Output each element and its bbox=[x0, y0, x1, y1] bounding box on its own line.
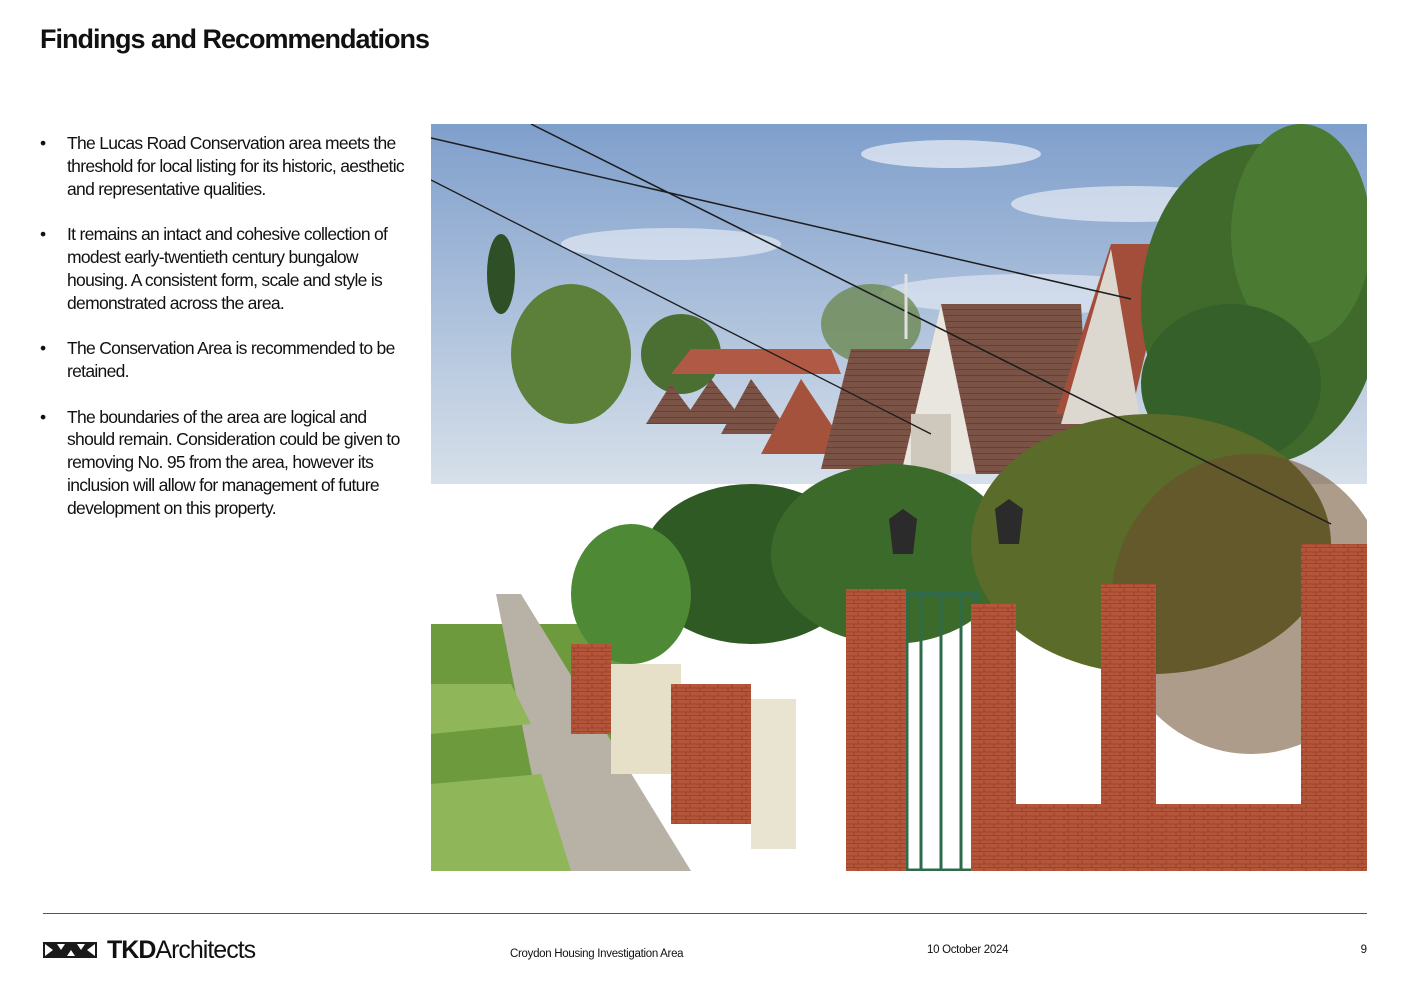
logo-light: Architects bbox=[155, 935, 256, 964]
findings-list bbox=[40, 132, 408, 542]
finding-item bbox=[40, 223, 408, 314]
streetscape-illustration bbox=[431, 124, 1367, 871]
logo-bold: TKD bbox=[107, 935, 156, 964]
bullet-icon: • bbox=[40, 406, 46, 427]
finding-item bbox=[40, 132, 408, 200]
footer-project-name: Croydon Housing Investigation Area bbox=[510, 948, 684, 960]
finding-text: The Conservation Area is recommended to be retained. bbox=[67, 338, 395, 381]
finding-item bbox=[40, 337, 408, 383]
streetscape-photo bbox=[431, 124, 1367, 871]
footer-date: 10 October 2024 bbox=[927, 944, 1009, 956]
footer-divider bbox=[43, 913, 1367, 914]
tkd-logo-icon bbox=[43, 940, 97, 960]
finding-text: The Lucas Road Conservation area meets the threshold for local listing for its historic, aesthetic and representative qualities. bbox=[67, 133, 404, 199]
logo-wordmark bbox=[107, 936, 255, 965]
finding-text: It remains an intact and cohesive collection of modest early-twentieth century bungalow housing. A consistent form, scale and style is demonstrated across the area. bbox=[67, 224, 388, 313]
bullet-icon: • bbox=[40, 133, 46, 153]
page-title: Findings and Recommendations bbox=[40, 24, 430, 54]
finding-text: The boundaries of the area are logical and should remain. Consideration could be given to removing No. 95 from the area, however its inclusion will allow for management of future development on this property. bbox=[67, 406, 400, 518]
finding-item bbox=[40, 406, 408, 520]
bullet-icon: • bbox=[40, 338, 46, 359]
company-logo bbox=[43, 936, 255, 964]
brick-pier bbox=[846, 589, 906, 871]
bullet-icon: • bbox=[40, 224, 46, 245]
page-number: 9 bbox=[1360, 944, 1367, 956]
